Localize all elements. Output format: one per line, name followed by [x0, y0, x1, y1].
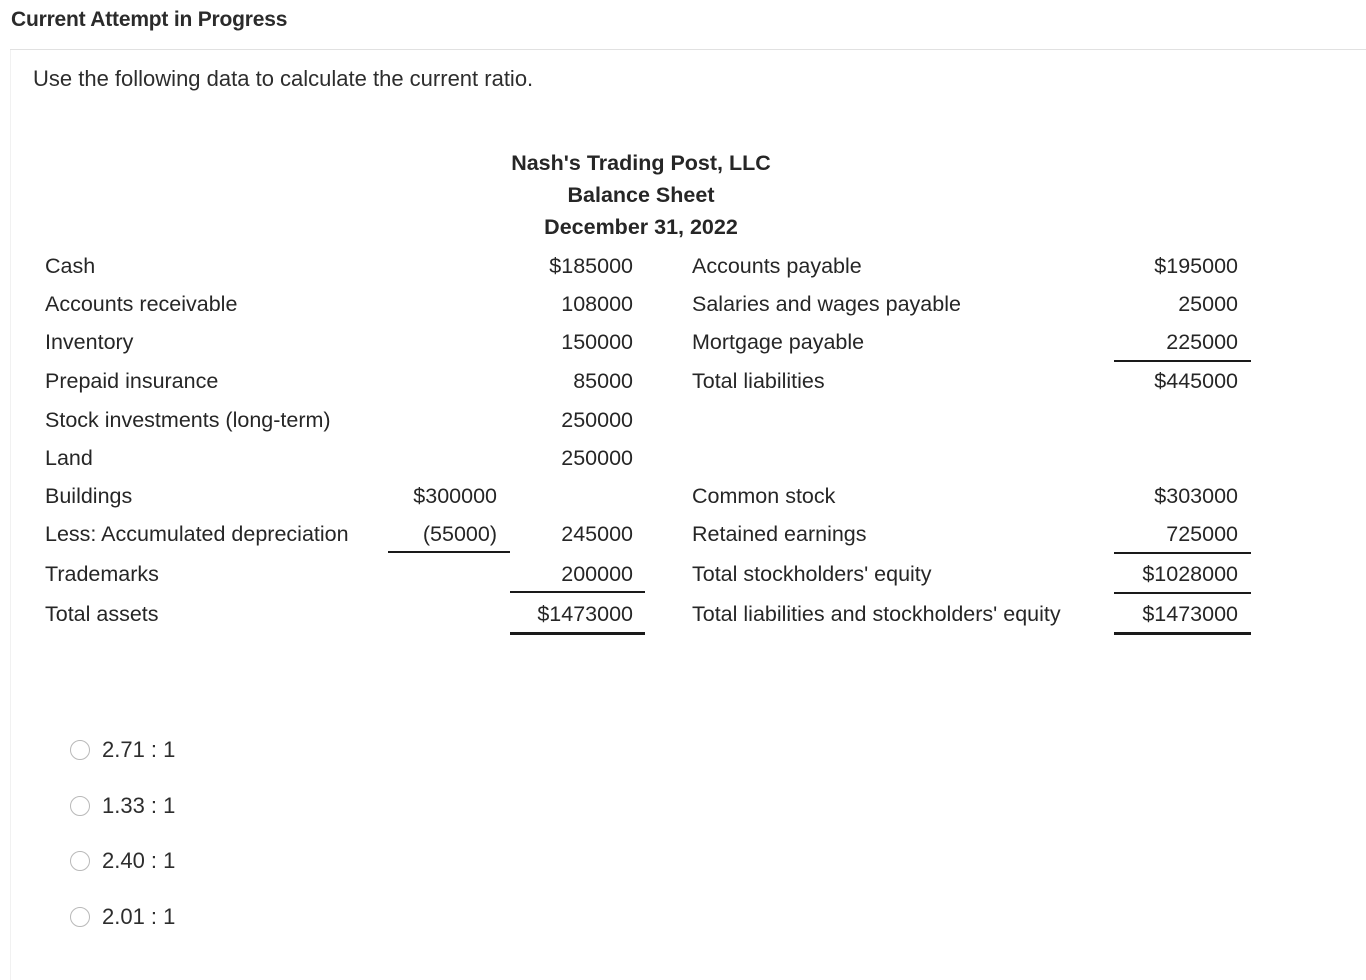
assets-subtotal-rule — [510, 591, 645, 593]
salaries-wages-payable-value: 25000 — [1178, 292, 1238, 316]
trademarks-label: Trademarks — [45, 562, 159, 586]
radio-button[interactable] — [70, 740, 90, 760]
accounts-payable-value: $195000 — [1154, 254, 1238, 278]
answer-option[interactable] — [70, 848, 175, 874]
buildings-label: Buildings — [45, 484, 133, 508]
answer-option-label[interactable]: 1.33 : 1 — [102, 793, 176, 818]
answer-option-label[interactable]: 2.01 : 1 — [102, 904, 176, 929]
land-label: Land — [45, 446, 93, 470]
answer-option[interactable] — [70, 793, 175, 819]
radio-button[interactable] — [70, 907, 90, 927]
company-name: Nash's Trading Post, LLC — [511, 151, 771, 175]
total-assets-double-rule — [510, 632, 645, 635]
statement-date: December 31, 2022 — [544, 215, 738, 239]
mortgage-payable-value: 225000 — [1166, 330, 1238, 354]
attempt-header: Current Attempt in Progress — [11, 8, 288, 31]
common-stock-value: $303000 — [1154, 484, 1238, 508]
liabilities-subtotal-rule — [1114, 360, 1251, 362]
buildings-subtotal-rule — [388, 551, 510, 553]
answer-option-label[interactable]: 2.71 : 1 — [102, 737, 176, 762]
inventory-label: Inventory — [45, 330, 134, 354]
answer-option[interactable] — [70, 737, 175, 763]
buildings-cost: $300000 — [413, 484, 497, 508]
total-assets-value: $1473000 — [537, 602, 633, 626]
total-equity-label: Total stockholders' equity — [692, 562, 932, 586]
retained-earnings-label: Retained earnings — [692, 522, 867, 546]
total-liabilities-value: $445000 — [1154, 369, 1238, 393]
cash-label: Cash — [45, 254, 96, 278]
total-equity-value: $1028000 — [1142, 562, 1238, 586]
panel-edge — [10, 50, 11, 980]
total-liabilities-label: Total liabilities — [692, 369, 825, 393]
stock-investments-value: 250000 — [561, 408, 633, 432]
statement-title: Balance Sheet — [567, 183, 715, 207]
total-liab-equity-label: Total liabilities and stockholders' equity — [692, 602, 1061, 626]
equity-subtotal-rule — [1114, 552, 1251, 554]
accounts-receivable-value: 108000 — [561, 292, 633, 316]
cash-value: $185000 — [549, 254, 633, 278]
accum-depreciation-amount: (55000) — [422, 522, 497, 546]
trademarks-value: 200000 — [561, 562, 633, 586]
answer-option-label[interactable]: 2.40 : 1 — [102, 848, 176, 873]
radio-button[interactable] — [70, 796, 90, 816]
total-liab-equity-value: $1473000 — [1142, 602, 1238, 626]
accum-depreciation-label: Less: Accumulated depreciation — [45, 522, 349, 546]
buildings-net-value: 245000 — [561, 522, 633, 546]
common-stock-label: Common stock — [692, 484, 836, 508]
total-equity-rule — [1114, 592, 1251, 594]
total-assets-label: Total assets — [45, 602, 159, 626]
accounts-receivable-label: Accounts receivable — [45, 292, 238, 316]
mortgage-payable-label: Mortgage payable — [692, 330, 865, 354]
inventory-value: 150000 — [561, 330, 633, 354]
land-value: 250000 — [561, 446, 633, 470]
prepaid-insurance-label: Prepaid insurance — [45, 369, 219, 393]
prepaid-insurance-value: 85000 — [573, 369, 633, 393]
radio-button[interactable] — [70, 851, 90, 871]
total-liab-equity-double-rule — [1114, 632, 1251, 635]
salaries-wages-payable-label: Salaries and wages payable — [692, 292, 961, 316]
accounts-payable-label: Accounts payable — [692, 254, 862, 278]
retained-earnings-value: 725000 — [1166, 522, 1238, 546]
question-prompt: Use the following data to calculate the current ratio. — [33, 66, 534, 91]
stock-investments-label: Stock investments (long-term) — [45, 408, 331, 432]
answer-option[interactable] — [70, 904, 175, 930]
